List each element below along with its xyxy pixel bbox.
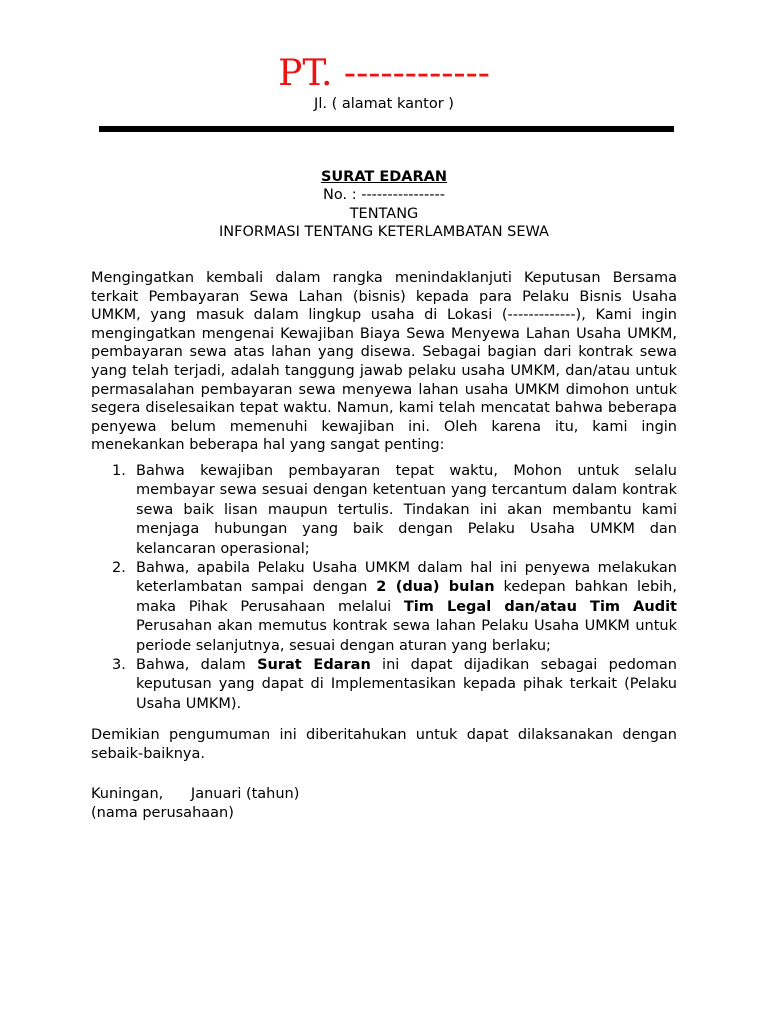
about-label: TENTANG — [349, 205, 419, 222]
list-item — [91, 656, 677, 714]
letter-number: No. : ---------------- — [323, 187, 445, 204]
list-item-text: kedepan bahkan lebih, maka Pihak Perusahaan melalui — [136, 579, 677, 615]
list-item-number: 3. — [112, 657, 126, 674]
list-item-text: Bahwa, dalam — [136, 657, 258, 674]
emphasis-text: Tim Legal dan/atau Tim Audit — [403, 598, 677, 615]
list-item — [91, 559, 677, 656]
list-item-text: Perusahan akan memutus kontrak sewa lahan Pelaku Usaha UMKM untuk periode selanjutnya, sesuai dengan aturan yang berlaku; — [136, 618, 677, 654]
list-item-text: Bahwa, apabila Pelaku Usaha UMKM dalam hal ini penyewa melakukan keterlambatan sampai dengan — [136, 560, 677, 596]
company-name: PT. ------------ — [278, 53, 490, 94]
emphasis-text: Surat Edaran — [257, 657, 371, 674]
letter-title: SURAT EDARAN — [320, 169, 448, 185]
intro-paragraph: Mengingatkan kembali dalam rangka menindaklanjuti Keputusan Bersama terkait Pembayaran Sewa Lahan (bisnis) kepada para Pelaku Bisnis Usaha UMKM, yang masuk dalam lingkup usaha di Lokasi (-------------), Kami ingin mengingatkan mengenai Kewajiban Biaya Sewa Menyewa Lahan Usaha UMKM, pembayaran sewa atas lahan yang disewa. Sebagai bagian dari kontrak sewa yang telah terjadi, adalah tanggung jawab pelaku usaha UMKM, dan/atau untuk permasalahan pembayaran sewa menyewa lahan usaha UMKM dimohon untuk segera diselesaikan tepat waktu. Namun, kami telah mencatat bahwa beberapa penyewa belum memenuhi kewajiban ini. Oleh karena itu, kami ingin menekankan beberapa hal yang sangat penting: — [91, 270, 677, 454]
signature-block — [91, 785, 299, 822]
company-address: Jl. ( alamat kantor ) — [314, 96, 454, 112]
letter-heading — [0, 168, 768, 242]
list-item-number: 2. — [112, 560, 126, 577]
closing-paragraph: Demikian pengumuman ini diberitahukan untuk dapat dilaksanakan dengan sebaik-baiknya. — [91, 727, 677, 762]
list-item — [91, 462, 677, 559]
emphasis-text: 2 (dua) bulan — [376, 579, 495, 596]
list-item-text: ini dapat dijadikan sebagai pedoman keputusan yang dapat di Implementasikan kepada pihak terkait (Pelaku Usaha UMKM). — [136, 657, 677, 712]
list-item-text: Bahwa kewajiban pembayaran tepat waktu, Mohon untuk selalu membayar sewa sesuai dengan ketentuan yang tercantum dalam kontrak sewa baik lisan maupun tertulis. Tindakan ini akan membantu kami menjaga hubungan yang baik dengan Pelaku Usaha UMKM dan kelancaran operasional; — [136, 463, 677, 557]
place-date: Kuningan, Januari (tahun) — [91, 786, 300, 802]
signatory-company: (nama perusahaan) — [91, 804, 234, 821]
letter-subject: INFORMASI TENTANG KETERLAMBATAN SEWA — [219, 224, 549, 241]
list-item-number: 1. — [112, 463, 126, 479]
points-list — [91, 462, 677, 714]
letterhead-divider — [99, 126, 674, 132]
